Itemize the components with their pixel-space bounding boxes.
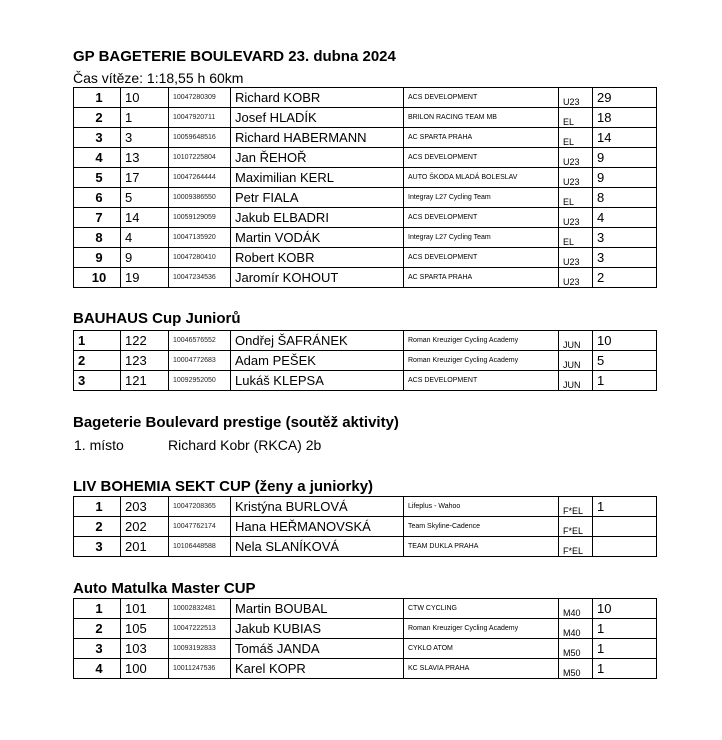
table-row: [74, 351, 657, 371]
rider-name-cell: Robert KOBR: [231, 248, 404, 268]
masters-table-wrap: [73, 598, 656, 679]
women-table-wrap: [73, 496, 656, 557]
position-cell: 4: [74, 659, 121, 679]
uci-id-cell: 10009386550: [169, 188, 231, 208]
category-cell: U23: [559, 148, 593, 168]
bib-cell: 123: [121, 351, 169, 371]
team-cell: Team Skyline-Cadence: [404, 517, 559, 537]
table-row: [74, 108, 657, 128]
position-cell: 1: [74, 497, 121, 517]
category-cell: F*EL: [559, 537, 593, 557]
table-row: [74, 88, 657, 108]
position-cell: 10: [74, 268, 121, 288]
rider-name-cell: Kristýna BURLOVÁ: [231, 497, 404, 517]
table-row: [74, 619, 657, 639]
table-row: [74, 639, 657, 659]
team-cell: ACS DEVELOPMENT: [404, 208, 559, 228]
position-cell: 4: [74, 148, 121, 168]
team-cell: Integray L27 Cycling Team: [404, 188, 559, 208]
rider-name-cell: Karel KOPR: [231, 659, 404, 679]
points-cell: 10: [593, 599, 657, 619]
points-cell: 10: [593, 331, 657, 351]
uci-id-cell: 10059129059: [169, 208, 231, 228]
position-cell: 1: [74, 599, 121, 619]
bib-cell: 201: [121, 537, 169, 557]
category-cell: U23: [559, 168, 593, 188]
uci-id-cell: 10059648516: [169, 128, 231, 148]
points-cell: 1: [593, 371, 657, 391]
uci-id-cell: 10011247536: [169, 659, 231, 679]
rider-name-cell: Richard HABERMANN: [231, 128, 404, 148]
category-cell: EL: [559, 108, 593, 128]
table-row: [74, 371, 657, 391]
table-row: [74, 188, 657, 208]
rider-name-cell: Petr FIALA: [231, 188, 404, 208]
category-cell: U23: [559, 88, 593, 108]
bib-cell: 9: [121, 248, 169, 268]
points-cell: 29: [593, 88, 657, 108]
race-section: [73, 48, 656, 87]
team-cell: TEAM DUKLA PRAHA: [404, 537, 559, 557]
points-cell: 1: [593, 639, 657, 659]
table-row: [74, 497, 657, 517]
points-cell: 9: [593, 148, 657, 168]
points-cell: [593, 537, 657, 557]
rider-name-cell: Hana HEŘMANOVSKÁ: [231, 517, 404, 537]
table-row: [74, 331, 657, 351]
bib-cell: 203: [121, 497, 169, 517]
position-cell: 3: [74, 537, 121, 557]
uci-id-cell: 10092952050: [169, 371, 231, 391]
table-row: [74, 148, 657, 168]
rider-name-cell: Martin BOUBAL: [231, 599, 404, 619]
table-row: [74, 128, 657, 148]
team-cell: KC SLAVIA PRAHA: [404, 659, 559, 679]
bib-cell: 202: [121, 517, 169, 537]
bib-cell: 17: [121, 168, 169, 188]
table-row: [74, 168, 657, 188]
team-cell: AUTO ŠKODA MLADÁ BOLESLAV: [404, 168, 559, 188]
table-row: [74, 517, 657, 537]
team-cell: Roman Kreuziger Cycling Academy: [404, 619, 559, 639]
category-cell: M40: [559, 619, 593, 639]
points-cell: 14: [593, 128, 657, 148]
rider-name-cell: Jakub KUBIAS: [231, 619, 404, 639]
position-cell: 2: [74, 517, 121, 537]
bib-cell: 105: [121, 619, 169, 639]
team-cell: ACS DEVELOPMENT: [404, 371, 559, 391]
position-cell: 1: [74, 88, 121, 108]
team-cell: Roman Kreuziger Cycling Academy: [404, 331, 559, 351]
race-subtitle: Čas vítěze: 1:18,55 h 60km: [73, 70, 244, 86]
team-cell: Roman Kreuziger Cycling Academy: [404, 351, 559, 371]
bib-cell: 13: [121, 148, 169, 168]
position-cell: 9: [74, 248, 121, 268]
points-cell: 8: [593, 188, 657, 208]
prestige-line: [73, 436, 656, 454]
category-cell: F*EL: [559, 517, 593, 537]
prestige-place: 1. místo: [74, 437, 124, 453]
points-cell: 3: [593, 248, 657, 268]
bib-cell: 100: [121, 659, 169, 679]
team-cell: CTW CYCLING: [404, 599, 559, 619]
position-cell: 8: [74, 228, 121, 248]
masters-results-table: [73, 598, 657, 679]
team-cell: ACS DEVELOPMENT: [404, 248, 559, 268]
rider-name-cell: Jakub ELBADRI: [231, 208, 404, 228]
prestige-section: [73, 414, 656, 454]
masters-section: [73, 580, 656, 598]
uci-id-cell: 10047222513: [169, 619, 231, 639]
category-cell: M50: [559, 659, 593, 679]
category-cell: U23: [559, 248, 593, 268]
uci-id-cell: 10093192833: [169, 639, 231, 659]
category-cell: U23: [559, 268, 593, 288]
table-row: [74, 248, 657, 268]
table-row: [74, 228, 657, 248]
uci-id-cell: 10002832481: [169, 599, 231, 619]
uci-id-cell: 10047920711: [169, 108, 231, 128]
uci-id-cell: 10047280410: [169, 248, 231, 268]
rider-name-cell: Josef HLADÍK: [231, 108, 404, 128]
juniors-section: [73, 310, 656, 328]
table-row: [74, 537, 657, 557]
rider-name-cell: Tomáš JANDA: [231, 639, 404, 659]
rider-name-cell: Richard KOBR: [231, 88, 404, 108]
rider-name-cell: Martin VODÁK: [231, 228, 404, 248]
uci-id-cell: 10046576552: [169, 331, 231, 351]
prestige-title: Bageterie Boulevard prestige (soutěž aktivity): [73, 414, 399, 431]
team-cell: Integray L27 Cycling Team: [404, 228, 559, 248]
bib-cell: 101: [121, 599, 169, 619]
uci-id-cell: 10047762174: [169, 517, 231, 537]
bib-cell: 3: [121, 128, 169, 148]
position-cell: 2: [74, 108, 121, 128]
uci-id-cell: 10047280309: [169, 88, 231, 108]
points-cell: 9: [593, 168, 657, 188]
position-cell: 7: [74, 208, 121, 228]
points-cell: 2: [593, 268, 657, 288]
rider-name-cell: Lukáš KLEPSA: [231, 371, 404, 391]
category-cell: F*EL: [559, 497, 593, 517]
rider-name-cell: Adam PEŠEK: [231, 351, 404, 371]
position-cell: 6: [74, 188, 121, 208]
bib-cell: 121: [121, 371, 169, 391]
uci-id-cell: 10047208365: [169, 497, 231, 517]
points-cell: 3: [593, 228, 657, 248]
table-row: [74, 659, 657, 679]
category-cell: M40: [559, 599, 593, 619]
points-cell: 5: [593, 351, 657, 371]
race-results-table: [73, 87, 657, 288]
bib-cell: 5: [121, 188, 169, 208]
team-cell: AC SPARTA PRAHA: [404, 268, 559, 288]
table-row: [74, 208, 657, 228]
uci-id-cell: 10107225804: [169, 148, 231, 168]
team-cell: Lifeplus - Wahoo: [404, 497, 559, 517]
team-cell: AC SPARTA PRAHA: [404, 128, 559, 148]
team-cell: CYKLO ATOM: [404, 639, 559, 659]
team-cell: BRILON RACING TEAM MB: [404, 108, 559, 128]
team-cell: ACS DEVELOPMENT: [404, 88, 559, 108]
rider-name-cell: Ondřej ŠAFRÁNEK: [231, 331, 404, 351]
category-cell: M50: [559, 639, 593, 659]
category-cell: U23: [559, 208, 593, 228]
rider-name-cell: Jaromír KOHOUT: [231, 268, 404, 288]
category-cell: JUN: [559, 371, 593, 391]
position-cell: 1: [74, 331, 121, 351]
points-cell: 1: [593, 619, 657, 639]
juniors-results-table: [73, 330, 657, 391]
position-cell: 2: [74, 619, 121, 639]
uci-id-cell: 10047135920: [169, 228, 231, 248]
bib-cell: 1: [121, 108, 169, 128]
category-cell: EL: [559, 228, 593, 248]
position-cell: 5: [74, 168, 121, 188]
category-cell: JUN: [559, 351, 593, 371]
women-title: LIV BOHEMIA SEKT CUP (ženy a juniorky): [73, 478, 374, 495]
position-cell: 3: [74, 371, 121, 391]
juniors-table-wrap: [73, 330, 656, 391]
rider-name-cell: Jan ŘEHOŘ: [231, 148, 404, 168]
uci-id-cell: 10004772683: [169, 351, 231, 371]
category-cell: EL: [559, 188, 593, 208]
team-cell: ACS DEVELOPMENT: [404, 148, 559, 168]
points-cell: 1: [593, 659, 657, 679]
points-cell: 18: [593, 108, 657, 128]
bib-cell: 103: [121, 639, 169, 659]
race-table-wrap: [73, 87, 656, 288]
women-results-table: [73, 496, 657, 557]
category-cell: JUN: [559, 331, 593, 351]
bib-cell: 14: [121, 208, 169, 228]
masters-title: Auto Matulka Master CUP: [73, 580, 256, 597]
uci-id-cell: 10047234536: [169, 268, 231, 288]
category-cell: EL: [559, 128, 593, 148]
table-row: [74, 268, 657, 288]
bib-cell: 122: [121, 331, 169, 351]
table-row: [74, 599, 657, 619]
bib-cell: 19: [121, 268, 169, 288]
position-cell: 3: [74, 639, 121, 659]
women-section: [73, 478, 656, 496]
bib-cell: 10: [121, 88, 169, 108]
position-cell: 3: [74, 128, 121, 148]
prestige-winner: Richard Kobr (RKCA) 2b: [168, 437, 322, 453]
points-cell: 4: [593, 208, 657, 228]
position-cell: 2: [74, 351, 121, 371]
rider-name-cell: Maximilian KERL: [231, 168, 404, 188]
uci-id-cell: 10047264444: [169, 168, 231, 188]
bib-cell: 4: [121, 228, 169, 248]
points-cell: 1: [593, 497, 657, 517]
rider-name-cell: Nela SLANÍKOVÁ: [231, 537, 404, 557]
juniors-title: BAUHAUS Cup Juniorů: [73, 310, 241, 327]
points-cell: [593, 517, 657, 537]
uci-id-cell: 10106448588: [169, 537, 231, 557]
race-title: GP BAGETERIE BOULEVARD 23. dubna 2024: [73, 48, 396, 65]
